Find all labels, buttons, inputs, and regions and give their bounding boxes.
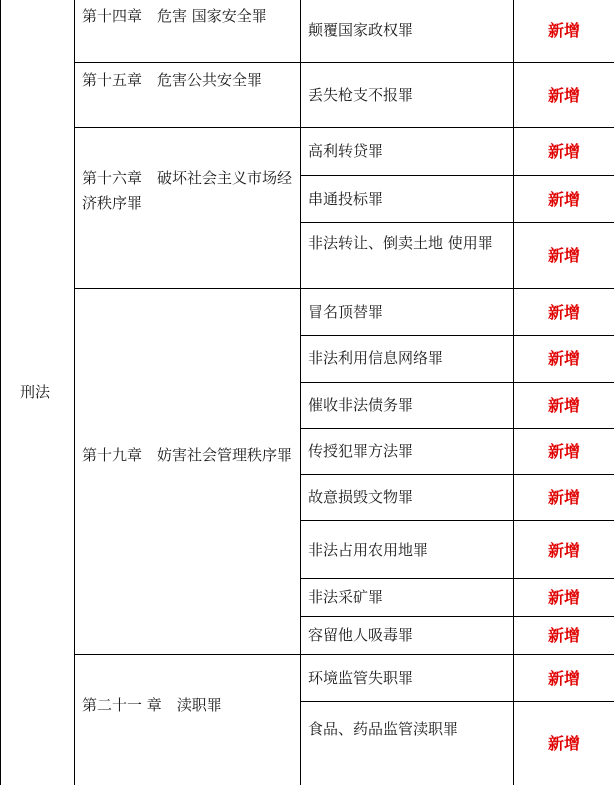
chapter-divider [74, 127, 614, 128]
chapter-label: 第十四章 危害 国家安全罪 [82, 7, 267, 25]
crime-name: 环境监管失职罪 [308, 669, 414, 687]
status-badge: 新增 [547, 541, 580, 560]
status-badge: 新增 [547, 142, 580, 161]
chapter-label: 第十九章 妨害社会管理秩序罪 [82, 446, 293, 464]
row-divider [300, 382, 614, 383]
row-divider [300, 175, 614, 176]
crime-name: 食品、药品监管渎职罪 [308, 720, 459, 738]
row-divider [300, 578, 614, 579]
row-divider [300, 335, 614, 336]
status-badge: 新增 [547, 86, 580, 105]
column-divider-chapter [300, 0, 301, 785]
status-badge: 新增 [547, 21, 580, 40]
crime-name: 故意损毁文物罪 [308, 488, 414, 506]
status-badge: 新增 [547, 396, 580, 415]
row-divider [300, 520, 614, 521]
crime-name: 非法占用农用地罪 [308, 541, 429, 559]
table-border-left [0, 0, 1, 785]
crime-name: 丢失枪支不报罪 [308, 86, 414, 104]
chapter-divider [74, 62, 614, 63]
row-divider [300, 616, 614, 617]
crime-name: 高利转贷罪 [308, 142, 384, 160]
chapter-divider [74, 288, 614, 289]
law-name: 刑法 [20, 383, 51, 401]
crime-name: 容留他人吸毒罪 [308, 626, 414, 644]
crime-name: 颠覆国家政权罪 [308, 21, 414, 39]
row-divider [300, 428, 614, 429]
status-badge: 新增 [547, 669, 580, 688]
row-divider [300, 701, 614, 702]
crime-name: 冒名顶替罪 [308, 303, 384, 321]
status-badge: 新增 [547, 190, 580, 209]
row-divider [300, 222, 614, 223]
crime-name: 催收非法债务罪 [308, 396, 414, 414]
status-badge: 新增 [547, 442, 580, 461]
status-badge: 新增 [547, 734, 580, 753]
chapter-divider [74, 654, 614, 655]
crime-name: 非法采矿罪 [308, 588, 384, 606]
status-badge: 新增 [547, 246, 580, 265]
status-badge: 新增 [547, 303, 580, 322]
status-badge: 新增 [547, 626, 580, 645]
row-divider [300, 474, 614, 475]
column-divider-law [74, 0, 75, 785]
chapter-label: 第十五章 危害公共安全罪 [82, 71, 263, 89]
crime-name: 串通投标罪 [308, 190, 384, 208]
status-badge: 新增 [547, 488, 580, 507]
chapter-label: 第二十一 章 渎职罪 [82, 696, 222, 714]
crime-name: 非法转让、倒卖土地 使用罪 [308, 234, 493, 252]
chapter-label: 第十六章 破坏社会主义市场经济秩序罪 [82, 169, 293, 212]
crime-name: 传授犯罪方法罪 [308, 442, 414, 460]
status-badge: 新增 [547, 588, 580, 607]
status-badge: 新增 [547, 349, 580, 368]
crime-name: 非法利用信息网络罪 [308, 349, 444, 367]
